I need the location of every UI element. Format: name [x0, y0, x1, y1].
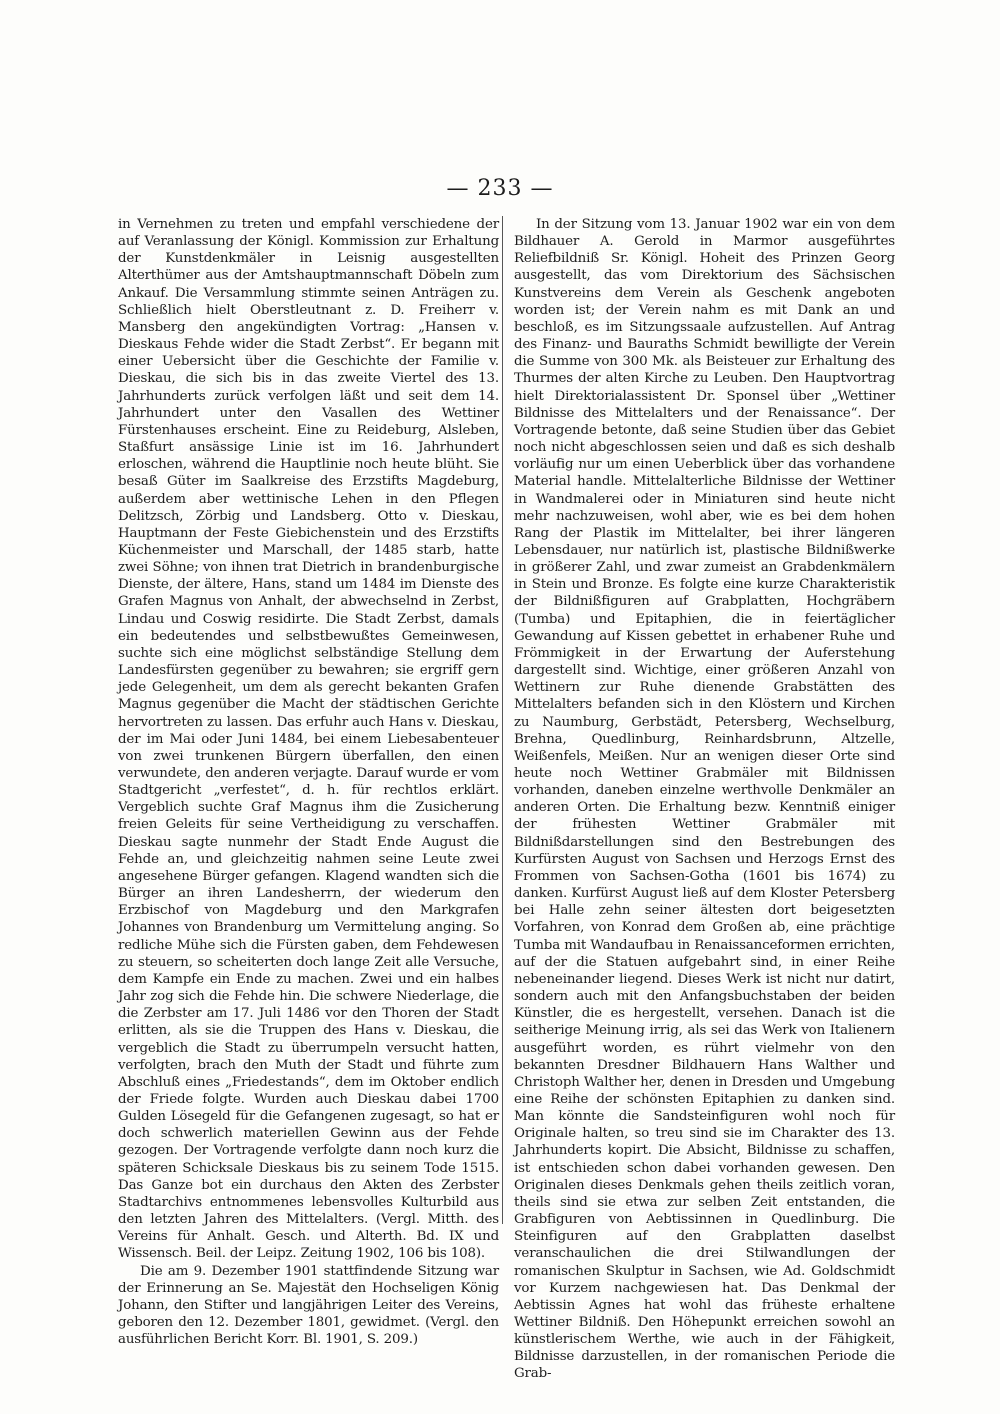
left-paragraph-2: Die am 9. Dezember 1901 stattfindende Sitzung war der Erinnerung an Se. Majestät den Hochseligen König Johann, den Stifter und langjährigen Leiter des Vereins, geboren den 12. Dezember 1801, gewidmet. (Vergl. den ausführlichen Bericht Korr. Bl. 1901, S. 209.) — [118, 1263, 499, 1348]
left-column — [118, 216, 499, 1348]
column-divider — [502, 216, 503, 1224]
right-column — [514, 216, 895, 1383]
page-number: — 233 — — [446, 176, 554, 201]
left-paragraph-1: in Vernehmen zu treten und empfahl verschiedene der auf Veranlassung der Königl. Kommission zur Erhaltung der Kunstdenkmäler in Leisnig ausgestellten Alterthümer aus der Amtshauptmannschaft Döbeln zum Ankauf. Die Versammlung stimmte seinen Anträgen zu. Schließlich hielt Oberstleutnant z. D. Freiherr v. Mansberg den angekündigten Vortrag: „Hansen v. Dieskaus Fehde wider die Stadt Zerbst“. Er begann mit einer Uebersicht über die Geschichte der Familie v. Dieskau, die sich bis in das zweite Viertel des 13. Jahrhunderts zurück verfolgen läßt und seit dem 14. Jahrhundert unter den Vasallen des Wettiner Fürstenhauses erscheint. Eine zu Reideburg, Alsleben, Staßfurt ansässige Linie ist im 16. Jahrhundert erloschen, während die Hauptlinie noch heute blüht. Sie besaß Güter im Saalkreise des Erzstifts Magdeburg, außerdem aber wettinische Lehen in den Pflegen Delitzsch, Zörbig und Landsberg. Otto v. Dieskau, Hauptmann der Feste Giebichenstein und des Erzstifts Küchenmeister und Marschall, der 1485 starb, hatte zwei Söhne; von ihnen trat Dietrich in brandenburgische Dienste, der ältere, Hans, stand um 1484 im Dienste des Grafen Magnus von Anhalt, der abwechselnd in Zerbst, Lindau und Coswig residirte. Die Stadt Zerbst, damals ein bedeutendes und selbstbewußtes Gemeinwesen, suchte sich eine möglichst selbständige Stellung dem Landesfürsten gegenüber zu bewahren; sie ergriff gern jede Gelegenheit, um dem als gerecht bekanten Grafen Magnus gegenüber die Macht der städtischen Gerichte hervortreten zu lassen. Das erfuhr auch Hans v. Dieskau, der im Mai oder Juni 1484, bei einem Liebesabenteuer von zwei trunkenen Bürgern überfallen, den einen verwundete, den anderen verjagte. Darauf wurde er vom Stadtgericht „verfestet“, d. h. für rechtlos erklärt. Vergeblich suchte Graf Magnus ihm die Zusicherung freien Geleits für seine Vertheidigung zu verschaffen. Dieskau sagte nunmehr der Stadt Ende August die Fehde an, und gleichzeitig nahmen seine Leute zwei angesehene Bürger gefangen. Klagend wandten sich die Bürger an ihren Landesherrn, der wiederum den Erzbischof von Magdeburg und den Markgrafen Johannes von Brandenburg um Vermittelung anging. So redliche Mühe sich die Fürsten gaben, dem Fehdewesen zu steuern, so scheiterten doch lange Zeit alle Versuche, dem Kampfe ein Ende zu machen. Zwei und ein halbes Jahr zog sich die Fehde hin. Die schwere Niederlage, die die Zerbster am 17. Juli 1486 vor den Thoren der Stadt erlitten, als sie die Truppen des Hans v. Dieskau, die vergeblich die Stadt zu überrumpeln versucht hatten, verfolgten, brach den Muth der Stadt und führte zum Abschluß eines „Friedestands“, dem im Oktober endlich der Friede folgte. Wurden auch Dieskau dabei 1700 Gulden Lösegeld für die Gefangenen zugesagt, so hat er doch schwerlich materiellen Gewinn aus der Fehde gezogen. Der Vortragende verfolgte dann noch kurz die späteren Schicksale Dieskaus bis zu seinem Tode 1515. Das Ganze bot ein durchaus den Akten des Zerbster Stadtarchivs entnommenes lebensvolles Kulturbild aus den letzten Jahren des Mittelalters. (Vergl. Mitth. des Vereins für Anhalt. Gesch. und Alterth. Bd. IX und Wissensch. Beil. der Leipz. Zeitung 1902, 106 bis 108). — [118, 217, 499, 1262]
right-paragraph-1: In der Sitzung vom 13. Januar 1902 war ein von dem Bildhauer A. Gerold in Marmor ausgeführtes Reliefbildniß Sr. Königl. Hoheit des Prinzen Georg ausgestellt, das vom Direktorium des Sächsischen Kunstvereins dem Verein als Geschenk angeboten worden ist; der Verein nahm es mit Dank an und beschloß, es im Sitzungssaale aufzustellen. Auf Antrag des Finanz- und Bauraths Schmidt bewilligte der Verein die Summe von 300 Mk. als Beisteuer zur Erhaltung des Thurmes der alten Kirche zu Leuben. Den Hauptvortrag hielt Direktorialassistent Dr. Sponsel über „Wettiner Bildnisse des Mittelalters und der Renaissance“. Der Vortragende betonte, daß seine Studien über das Gebiet noch nicht abgeschlossen seien und daß es sich deshalb vorläufig nur um einen Ueberblick über das vorhandene Material handle. Mittelalterliche Bildnisse der Wettiner in Wandmalerei oder in Miniaturen sind heute nicht mehr nachzuweisen, wohl aber, wie es bei dem hohen Rang der Plastik im Mittelalter, bei ihrer längeren Lebensdauer, nur natürlich ist, plastische Bildnißwerke in größerer Zahl, und zwar zumeist an Grabdenkmälern in Stein und Bronze. Es folgte eine kurze Charakteristik der Bildnißfiguren auf Grabplatten, Hochgräbern (Tumba) und Epitaphien, die in feiertäglicher Gewandung auf Kissen gebettet in erhabener Ruhe und Frömmigkeit in der Erwartung der Auferstehung dargestellt sind. Wichtige, einer größeren Anzahl von Wettinern zur Ruhe dienende Grabstätten des Mittelalters befanden sich in den Klöstern und Kirchen zu Naumburg, Gerbstädt, Petersberg, Wechselburg, Brehna, Quedlinburg, Reinhardsbrunn, Altzelle, Weißenfels, Meißen. Nur an wenigen dieser Orte sind heute noch Wettiner Grabmäler mit Bildnissen vorhanden, daneben einzelne werthvolle Denkmäler an anderen Orten. Die Erhaltung bezw. Kenntniß einiger der frühesten Wettiner Grabmäler mit Bildnißdarstellungen sind den Bestrebungen des Kurfürsten August von Sachsen und Herzogs Ernst des Frommen von Sachsen-Gotha (1601 bis 1674) zu danken. Kurfürst August ließ auf dem Kloster Petersberg bei Halle zehn seiner ältesten dort beigesetzten Vorfahren, von Konrad dem Großen ab, eine prächtige Tumba mit Wandaufbau in Renaissanceformen errichten, auf der die Statuen aufgebahrt sind, in einer Reihe nebeneinander liegend. Dieses Werk ist nicht nur datirt, sondern auch mit den Anfangsbuchstaben der beiden Künstler, die es hergestellt, versehen. Danach ist die seitherige Meinung irrig, als sei das Werk von Italienern ausgeführt worden, es rührt vielmehr von den bekannten Dresdner Bildhauern Hans Walther und Christoph Walther her, denen in Dresden und Umgebung eine Reihe der schönsten Epitaphien zu danken sind. Man könnte die Sandsteinfiguren wohl noch für Originale halten, so treu sind sie im Charakter des 13. Jahrhunderts kopirt. Die Absicht, Bildnisse zu schaffen, ist entschieden schon dabei vorhanden gewesen. Den Originalen dieses Denkmals gehen theils zeitlich voran, theils sind sie etwa zur selben Zeit entstanden, die Grabfiguren von Aebtissinnen in Quedlinburg. Die Steinfiguren auf den Grabplatten daselbst veranschaulichen die drei Stilwandlungen der romanischen Skulptur in Sachsen, wie Ad. Goldschmidt vor Kurzem nachgewiesen hat. Das Denkmal der Aebtissin Agnes hat wohl das früheste erhaltene Wettiner Bildniß. Den Höhepunkt erreichen sowohl an künstlerischem Werthe, wie auch in der Fähigkeit, Bildnisse darzustellen, in der romanischen Periode die Grab- — [514, 217, 895, 1382]
